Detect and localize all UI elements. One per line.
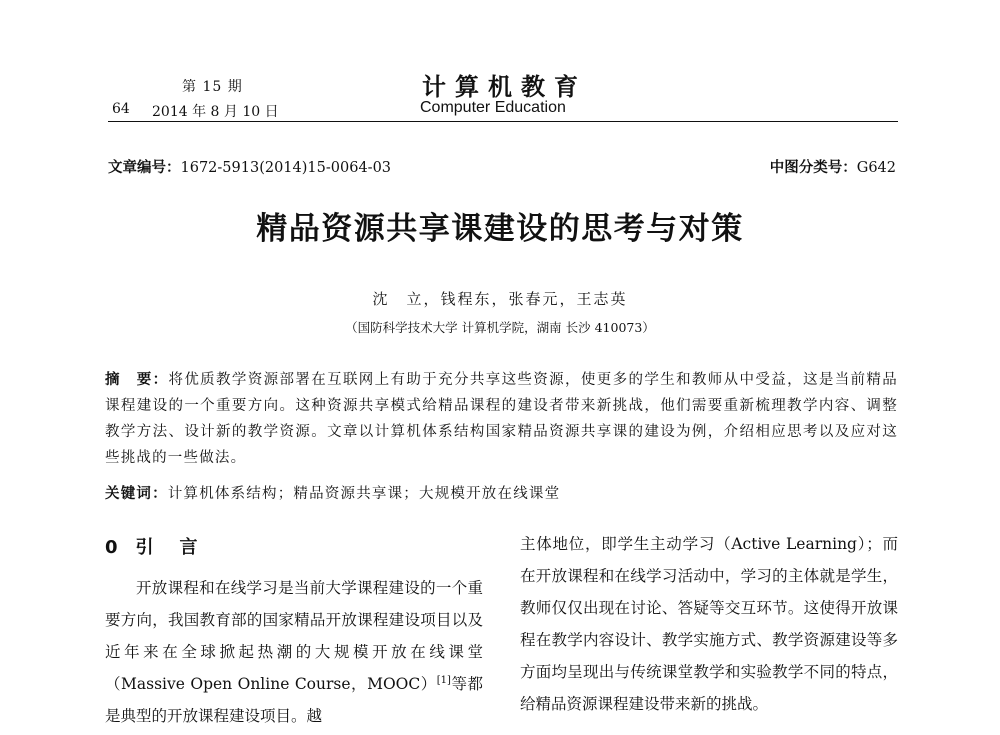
article-title: 精品资源共享课建设的思考与对策 — [256, 211, 744, 247]
publication-date: 2014 年 8 月 10 日 — [152, 104, 279, 120]
abstract-label: 摘 要： — [105, 372, 169, 388]
intro-text-part1: 开放课程和在线学习是当前大学课程建设的一个重要方向，我国教育部的国家精品开放课程建设项目以及近年来在全球掀起热潮的大规模开放在线课堂（Massive Open Online Course，MOOC） — [105, 579, 483, 693]
citation-marker: [1] — [436, 675, 451, 686]
keywords-text: 计算机体系结构；精品资源共享课；大规模开放在线课堂 — [167, 486, 561, 502]
intro-paragraph — [105, 572, 483, 732]
section-heading — [105, 532, 483, 566]
continued-paragraph: 主体地位，即学生主动学习（Active Learning）；而在开放课程和在线学习活动中，学习的主体就是学生，教师仅仅出现在讨论、答疑等交互环节。这使得开放课程在教学内容设计、教学实施方式、教学资源建设等多方面均呈现出与传统课堂教学和实验教学不同的特点，给精品资源课程建设带来新的挑战。 — [520, 535, 898, 713]
classification-code — [770, 156, 896, 177]
journal-title-chinese: 计算机教育 — [422, 73, 587, 101]
classification-value: G642 — [856, 160, 896, 176]
intro-text-part2: 等都是典型的开放课程建设项目。越 — [105, 675, 483, 725]
section-number: 0 — [105, 537, 122, 558]
body-column-left — [105, 528, 483, 732]
keywords — [105, 482, 898, 503]
author-list: 沈 立，钱程东，张春元，王志英 — [372, 290, 628, 308]
classification-label: 中图分类号： — [769, 160, 857, 176]
section-title: 引 言 — [135, 537, 202, 558]
page-number: 64 — [112, 101, 130, 117]
abstract-text: 将优质教学资源部署在互联网上有助于充分共享这些资源，使更多的学生和教师从中受益，这是当前精品课程建设的一个重要方向。这种资源共享模式给精品课程的建设者带来新挑战，他们需要重新梳理教学内容、调整教学方法、设计新的教学资源。文章以计算机体系结构国家精品资源共享课的建设为例，介绍相应思考以及应对这些挑战的一些做法。 — [105, 372, 898, 466]
body-column-right — [520, 528, 898, 720]
author-affiliation: （国防科学技术大学 计算机学院，湖南 长沙 410073） — [345, 320, 655, 335]
journal-title-english: Computer Education — [420, 99, 566, 116]
header-divider — [108, 121, 898, 122]
issue-number: 第 15 期 — [182, 79, 243, 95]
article-id — [108, 156, 391, 177]
abstract — [105, 367, 898, 471]
keywords-label: 关键词： — [105, 486, 168, 502]
article-id-value: 1672-5913(2014)15-0064-03 — [180, 160, 392, 176]
article-id-label: 文章编号： — [108, 160, 181, 176]
